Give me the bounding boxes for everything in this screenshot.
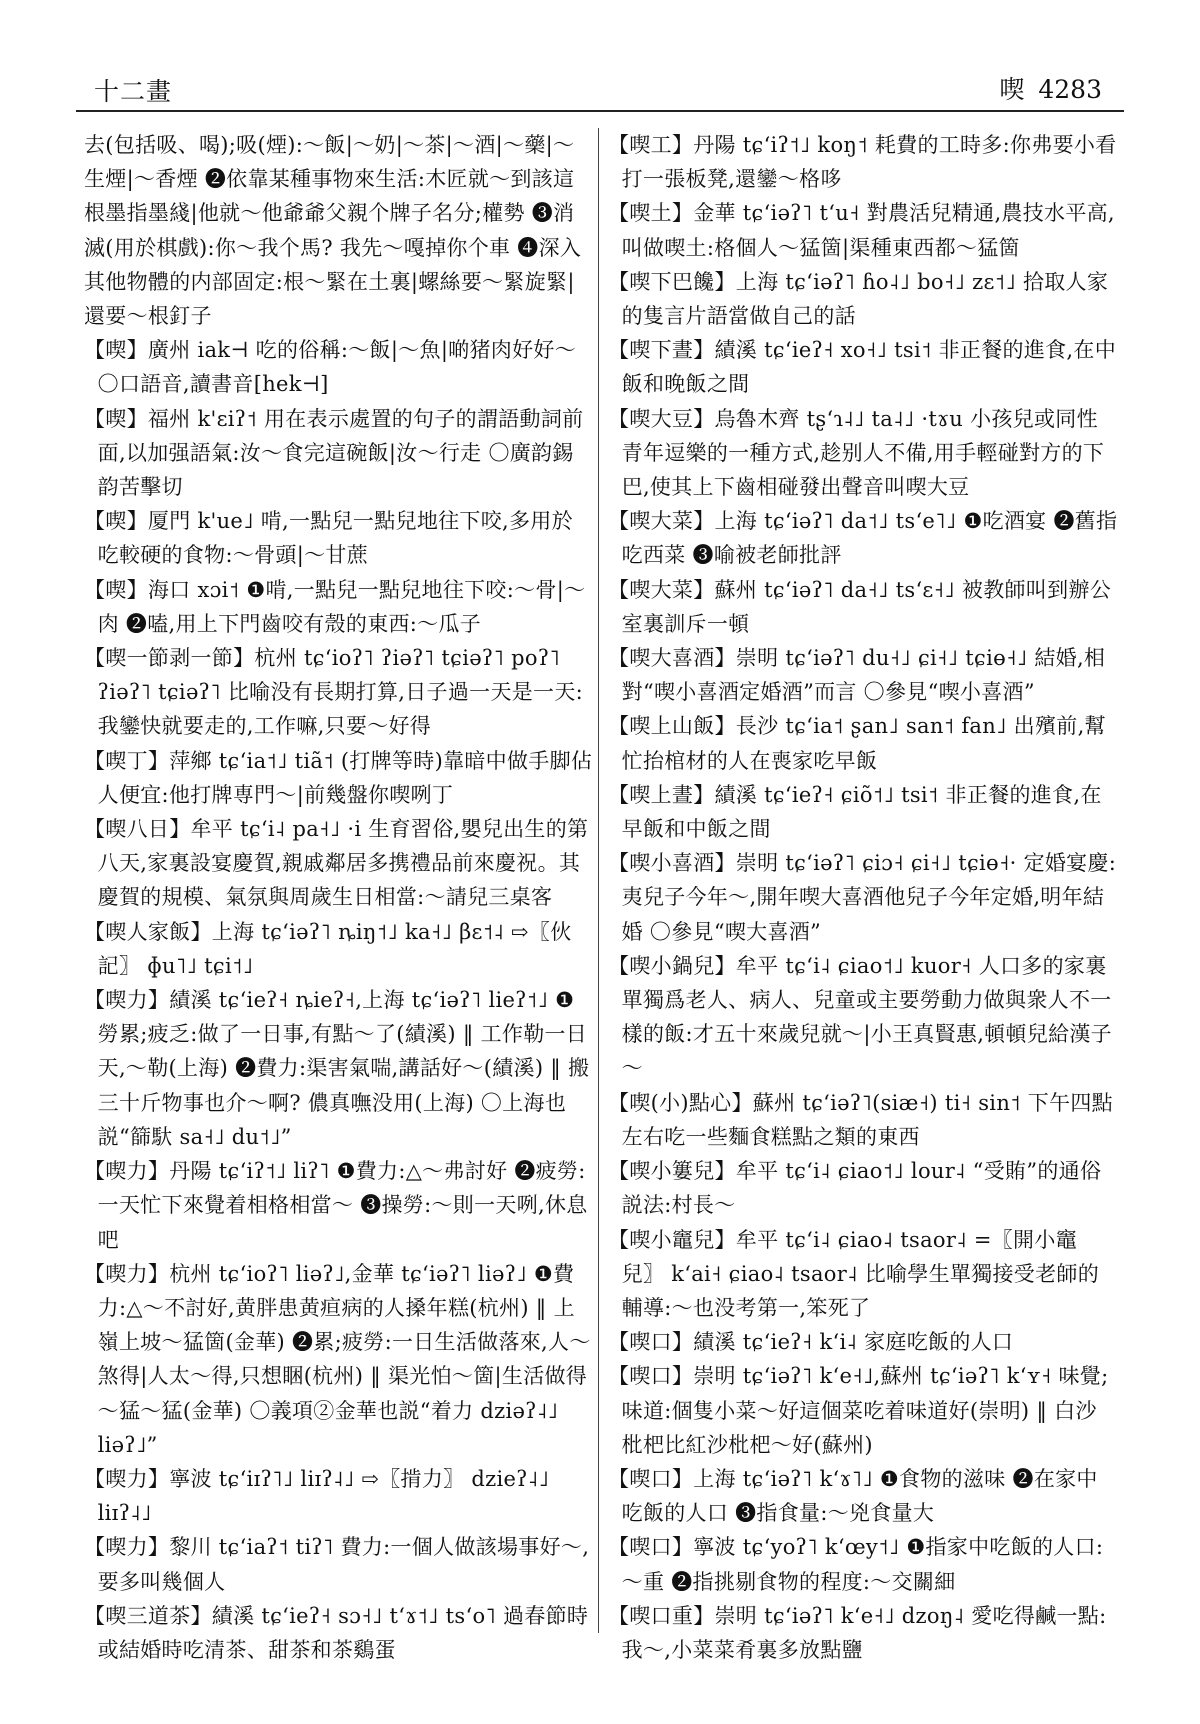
dictionary-entry: 【喫土】金華 tɕʻiəʔ˥ tʻu˧ 對農活兒精通,農技水平高,叫做喫土:格個人～猛箇|渠種東西都～猛箇: [608, 201, 1115, 260]
head-character: 喫: [999, 75, 1025, 104]
dictionary-entry: 【喫工】丹陽 tɕʻiʔ˦˩ koŋ˦ 耗費的工時多:你弗要小看打一張板凳,還鑾～格哆: [608, 133, 1117, 192]
dictionary-entry: 【喫口重】崇明 tɕʻiəʔ˥ kʻe˧˩ dzoŋ˨ 愛吃得鹹一點:我～,小菜菜肴裏多放點鹽: [608, 1603, 1107, 1662]
dictionary-entry: 【喫下晝】績溪 tɕʻieʔ˧ xo˧˩ tsi˦ 非正餐的進食,在中飯和晚飯之間: [608, 338, 1116, 397]
dictionary-entry: 【喫】海口 xɔi˦ ❶啃,一點兒一點兒地往下咬:～骨|～肉 ❷嗑,用上下門齒咬有殼的東西:～瓜子: [84, 577, 586, 636]
dictionary-entry: 【喫下巴饞】上海 tɕʻiəʔ˥ ɦo˨˩ bo˧˩ zɛ˦˩ 拾取人家的隻言片語當做自己的話: [608, 269, 1109, 329]
dictionary-entry: 【喫大菜】上海 tɕʻiəʔ˥ da˦˩ tsʻe˥˩ ❶吃酒宴 ❷舊指吃西菜 ❸喻被老師批評: [608, 509, 1118, 568]
dictionary-entry: 【喫三道茶】績溪 tɕʻieʔ˧ sɔ˧˩ tʻɤ˦˩ tsʻo˥ 過春節時或結婚時吃清茶、甜茶和茶鷄蛋: [84, 1603, 589, 1662]
dictionary-entry: 【喫小簍兒】牟平 tɕʻi˨ ɕiao˦˩ lour˨ “受賄”的通俗説法:村長～: [608, 1159, 1102, 1218]
dictionary-entry: 【喫口】績溪 tɕʻieʔ˧ kʻi˨ 家庭吃飯的人口: [608, 1330, 1014, 1355]
dictionary-entry: 【喫口】寧波 tɕʻyoʔ˥ kʻœy˦˩ ❶指家中吃飯的人口:～重 ❷指挑剔食物的程度:～交關細: [608, 1535, 1104, 1594]
dictionary-entry: 【喫小鍋兒】牟平 tɕʻi˨ ɕiao˦˩ kuor˧ 人口多的家裏單獨爲老人、病人、兒童或主要勞動力做與衆人不一樣的飯:才五十來歲兒就～|小王真賢惠,頓頓兒給漢子～: [608, 953, 1112, 1081]
page-header: [76, 60, 1124, 112]
dictionary-entry: 【喫口】上海 tɕʻiəʔ˥ kʻɤ˥˩ ❶食物的滋味 ❷在家中吃飯的人口 ❸指食量:～兇食量大: [608, 1466, 1098, 1526]
dictionary-entry: 【喫力】績溪 tɕʻieʔ˧ ȵieʔ˧,上海 tɕʻiəʔ˥ lieʔ˦˩ ❶勞累;疲乏:做了一日事,有點～了(績溪) ‖ 工作勒一日天,～勒(上海) ❷費力:渠害氣喘,講話好～(績溪) ‖ 搬三十斤物事也介～啊? 儂真嘸没用(上海) 〇上海也説“篩馱 sa˧˩ du˦˩”: [84, 988, 590, 1149]
section-label: 十二畫: [94, 77, 173, 106]
dictionary-entry: 【喫丁】萍鄉 tɕʻia˦˩ tiã˦ (打牌等時)靠暗中做手脚佔人便宜:他打牌専門～|前幾盤你喫咧丁: [84, 748, 593, 807]
dictionary-entry: 【喫力】丹陽 tɕʻiʔ˦˩ liʔ˥ ❶費力:△～弗討好 ❷疲勞:一天忙下來覺着相格相當～ ❸操勞:～則一天咧,休息吧: [84, 1159, 588, 1252]
dictionary-entry: 【喫大菜】蘇州 tɕʻiəʔ˥ da˧˩ tsʻɛ˧˩ 被教師叫到辦公室裏訓斥一頓: [608, 577, 1111, 636]
dictionary-entry: 【喫上晝】績溪 tɕʻieʔ˧ ɕiõ˦˩ tsi˦ 非正餐的進食,在早飯和中飯之間: [608, 782, 1102, 842]
dictionary-entry: 【喫小竈兒】牟平 tɕʻi˨ ɕiao˨ tsaor˨ =〖開小竈兒〗 kʻai˧ ɕiao˨ tsaor˨ 比喻學生單獨接受老師的輔導:～也没考第一,笨死了: [608, 1227, 1100, 1320]
dictionary-entry: 【喫力】黎川 tɕʻiaʔ˦ tiʔ˥ 費力:一個人做該場事好～,要多叫幾個人: [84, 1535, 590, 1594]
dictionary-entry: 【喫口】崇明 tɕʻiəʔ˥ kʻe˧˩,蘇州 tɕʻiəʔ˥ kʻʏ˧ 味覺;味道:個隻小菜～好這個菜吃着味道好(崇明) ‖ 白沙枇杷比紅沙枇杷～好(蘇州): [608, 1364, 1109, 1457]
left-column: [84, 128, 594, 1667]
dictionary-entry: 去(包括吸、喝);吸(煙):～飯|～奶|～茶|～酒|～藥|～生煙|～香煙 ❷依靠某種事物來生活:木匠就～到該這根墨指墨綫|他就～他爺爺父親个牌子名分;權勢 ❸消滅(用於棋戲):你～我个馬? 我先～嘎掉你个車 ❹深入其他物體的内部固定:根～緊在土裏|螺絲要～緊旋緊|還要～根釘子: [84, 133, 582, 329]
dictionary-entry: 【喫八日】牟平 tɕʻi˨ pa˧˩ ·i 生育習俗,嬰兒出生的第八天,家裏設宴慶賀,親戚鄰居多携禮品前來慶祝。其慶賀的規模、氣氛與周歲生日相當:～請兒三桌客: [84, 817, 589, 910]
dictionary-entry: 【喫大喜酒】崇明 tɕʻiəʔ˥ du˧˩ ɕi˧˩ tɕiө˧˩ 結婚,相對“喫小喜酒定婚酒”而言 〇參見“喫小喜酒”: [608, 646, 1106, 705]
dictionary-entry: 【喫上山飯】長沙 tɕʻia˦ ʂan˩ san˦ fan˩ 出殯前,幫忙抬棺材的人在喪家吃早飯: [608, 714, 1106, 773]
dictionary-entry: 【喫】福州 k'ɛiʔ˦ 用在表示處置的句子的謂語動詞前面,以加强語氣:汝～食完這碗飯|汝～行走 〇廣韵錫韵苦擊切: [84, 406, 584, 500]
column-divider: [598, 128, 599, 1633]
dictionary-entry: 【喫力】寧波 tɕʻiɪʔ˥˩ liɪʔ˨˩ ⇨〖掯力〗 dzieʔ˨˩ liɪʔ˨˩: [84, 1466, 550, 1526]
page-number: 4283: [1038, 75, 1102, 104]
dictionary-entry: 【喫一節剥一節】杭州 tɕʻioʔ˥ ʔiəʔ˥ tɕiəʔ˥ poʔ˥ ʔiəʔ˥ tɕiəʔ˥ 比喻没有長期打算,日子過一天是一天:我鑾快就要走的,工作嘛,只要～好得: [84, 646, 584, 739]
running-head: [999, 70, 1102, 106]
dictionary-entry: 【喫大豆】烏魯木齊 tʂʻɿ˨˩ ta˨˩ ·tɤu 小孩兒或同性青年逗樂的一種方式,趁别人不備,用手輕碰對方的下巴,使其上下齒相碰發出聲音叫喫大豆: [608, 406, 1105, 500]
dictionary-entry: 【喫】廣州 iak⊣ 吃的俗稱:～飯|～魚|啲猪肉好好～ 〇口語音,讀書音[hek⊣]: [84, 338, 576, 397]
dictionary-entry: 【喫】厦門 k'ue˩ 啃,一點兒一點兒地往下咬,多用於吃較硬的食物:～骨頭|～甘蔗: [84, 509, 573, 568]
dictionary-entry: 【喫力】杭州 tɕʻioʔ˥ liəʔ˩,金華 tɕʻiəʔ˥ liəʔ˩ ❶費力:△～不討好,黄胖患黄疸病的人搡年糕(杭州) ‖ 上嶺上坡～猛箇(金華) ❷累;疲勞:一日生活做落來,人～煞得|人太～得,只想睏(杭州) ‖ 渠光怕～箇|生活做得～猛～猛(金華) 〇義項②金華也説“着力 dziəʔ˨˩ liəʔ˩”: [84, 1261, 591, 1457]
dictionary-entry: 【喫人家飯】上海 tɕʻiəʔ˥ ȵiŋ˦˩ ka˧˩ βɛ˦˨ ⇨〖伙記〗 ɸu˥˩ tɕi˦˩: [84, 919, 572, 978]
dictionary-entry: 【喫(小)點心】蘇州 tɕʻiəʔ˥(siæ˧) ti˧ sin˦ 下午四點左右吃一些麵食糕點之類的東西: [608, 1090, 1113, 1149]
right-column: [608, 128, 1118, 1667]
dictionary-entry: 【喫小喜酒】崇明 tɕʻiəʔ˥ ɕiɔ˧ ɕi˧˩ tɕiө˧· 定婚宴慶:夷兒子今年～,開年喫大喜酒他兒子今年定婚,明年結婚 〇參見“喫大喜酒”: [608, 851, 1117, 944]
